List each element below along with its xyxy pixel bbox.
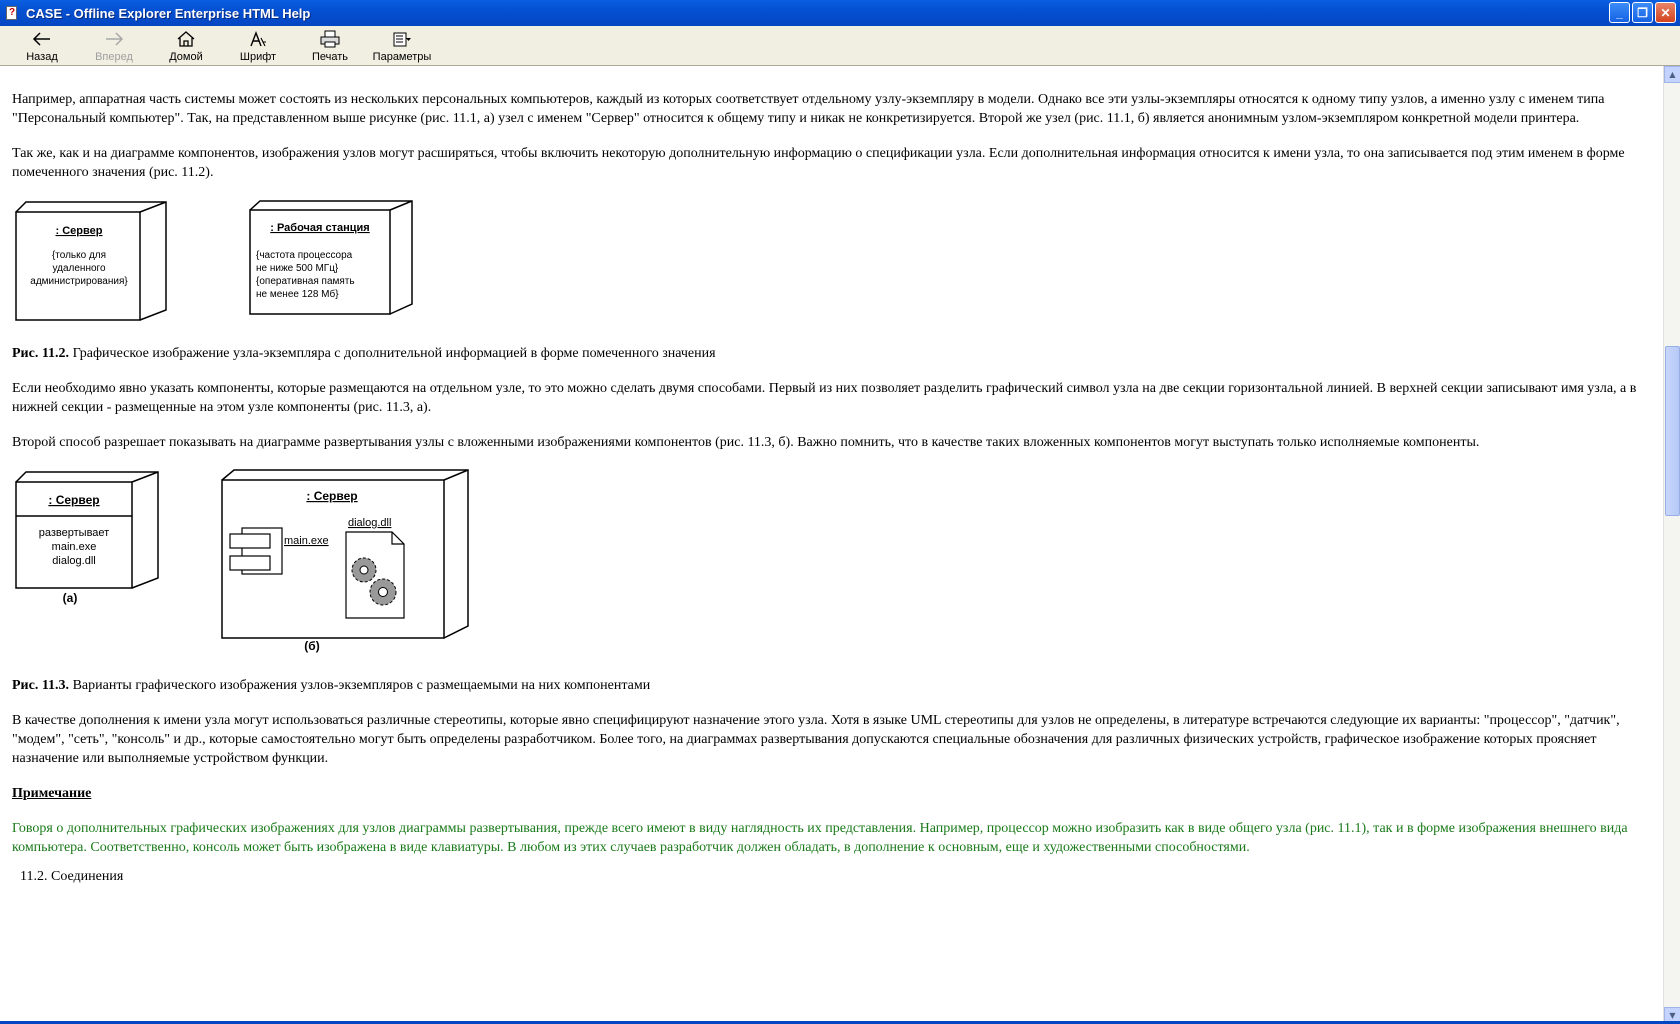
note-text: Говоря о дополнительных графических изображениях для узлов диаграммы развертывания, прежде всего имеют в виду наглядность их представления. Например, процессор можно изобразить как в виде общего узла (рис. 11.1), так и в форме изображения внешнего вида компьютера. Соответственно, консоль может быть изображена в виде клавиатуры. В любом из этих случаев разработчик должен обладать, в дополнение к основным, еще и художественными способностями. [12,821,1628,855]
options-icon [391,29,413,49]
caption-3-label: Рис. 11.3. [12,678,70,693]
maximize-button[interactable] [1632,2,1653,23]
paragraph-1: Например, аппаратная часть системы может состоять из нескольких персональных компьютеров, каждый из которых соответствует отдельному узлу-экземпляру в модели. Однако все эти узлы-экземпляры относятся к одному типу узлов, а именно узлу с именем типа "Персональный компьютер". Так, на представленном выше рисунке (рис. 11.1, а) узел с именем "Сервер" относится к общему типу и никак не конкретизируется. Второй же узел (рис. 11.1, б) является анонимным узлом-экземпляром конкретной модели принтера. [12,92,1605,126]
fig2-node2-title: : Рабочая станция [270,222,370,234]
fig2-node2-line4: не менее 128 Мб} [256,289,339,300]
back-label: Назад [26,51,58,63]
fig2-node1-line2: удаленного [52,263,106,274]
fig3a-line2: main.exe [51,541,97,553]
forward-label: Вперед [95,51,133,63]
section-heading: 11.2. Соединения [20,869,124,884]
close-button[interactable] [1655,2,1676,23]
home-button[interactable] [150,26,222,66]
printer-icon [319,29,341,49]
figure-11-3 [12,468,1643,658]
scroll-up-button[interactable] [1664,66,1680,83]
restore-icon: ❐ [1637,5,1648,20]
chevron-up-icon: ▲ [1669,70,1676,79]
figure-11-2 [12,200,1643,324]
figure-11-2-image [12,200,432,324]
print-button[interactable] [294,26,366,66]
title-bar [0,0,1680,26]
fig3b-label: (б) [304,639,320,653]
fig3a-line3: dialog.dll [52,555,96,567]
fig2-node2-line2: не ниже 500 МГц} [256,263,339,274]
fig2-node1-title: : Сервер [55,225,103,237]
options-button[interactable] [366,26,438,66]
paragraph-2: Так же, как и на диаграмме компонентов, изображения узлов могут расширяться, чтобы включить некоторую дополнительную информацию о спецификации узла. Если дополнительная информация относится к имени узла, то она записывается под этим именем в форме помеченного значения (рис. 11.2). [12,146,1625,180]
fig3a-title: : Сервер [48,493,100,507]
font-button[interactable] [222,26,294,66]
fig3b-comp2: dialog.dll [348,517,392,529]
minimize-button[interactable] [1609,2,1630,23]
print-label: Печать [311,51,349,63]
fig3b-comp1: main.exe [284,535,329,547]
figure-11-3-caption [12,676,1643,695]
help-app-icon: ? [4,5,20,21]
options-label: Параметры [372,51,432,63]
paragraph-4: Второй способ разрешает показывать на диаграмме развертывания узлы с вложенными изображениями компонентов (рис. 11.3, б). Важно помнить, что в качестве таких вложенных компонентов могут выступать только исполняемые компоненты. [12,435,1480,450]
caption-2-text: Графическое изображение узла-экземпляра с дополнительной информацией в форме помеченного значения [69,346,716,361]
scroll-thumb[interactable] [1665,346,1680,516]
forward-arrow-icon [103,29,125,49]
fig2-node1-line1: {только для [51,250,107,261]
caption-2-label: Рис. 11.2. [12,346,70,361]
fig2-node2-line1: {частота процессора [256,250,353,261]
fig2-node1-line3: администрирования} [30,276,128,287]
fig2-node2-line3: {оперативная память [256,276,355,287]
note-heading: Примечание [12,786,92,801]
figure-11-2-caption [12,344,1643,363]
fig3a-line1: развертывает [38,527,110,539]
help-content [0,66,1663,1021]
home-label: Домой [169,51,203,63]
back-button[interactable] [6,26,78,66]
window-title: CASE - Offline Explorer Enterprise HTML Help [26,5,311,21]
minimize-icon: _ [1616,5,1623,20]
fig3b-title: : Сервер [306,489,358,503]
font-label: Шрифт [239,51,277,63]
paragraph-5: В качестве дополнения к имени узла могут использоваться различные стереотипы, которые явно специфицируют назначение этого узла. Хотя в языке UML стереотипы для узлов не определены, в литературе встречаются следующие их варианты: "процессор", "датчик", "модем", "сеть", "консоль" и др., которые самостоятельно могут быть определены разработчиком. Более того, на диаграммах развертывания допускаются специальные обозначения для различных физических устройств, графическое изображение которых проясняет назначение или выполняемые устройством функции. [12,713,1620,766]
caption-3-text: Варианты графического изображения узлов-экземпляров с размещаемыми на них компонентами [69,678,651,693]
figure-11-3-image [12,468,472,658]
vertical-scrollbar[interactable] [1663,66,1680,1024]
clipped-previous-line [12,66,1643,72]
toolbar [0,26,1680,66]
back-arrow-icon [31,29,53,49]
font-icon [247,29,269,49]
home-icon [175,29,197,49]
chevron-down-icon: ▼ [1669,1011,1676,1020]
forward-button[interactable] [78,26,150,66]
close-icon: ✕ [1660,5,1671,20]
fig3a-label: (а) [62,591,78,605]
paragraph-3: Если необходимо явно указать компоненты, которые размещаются на отдельном узле, то это можно сделать двумя способами. Первый из них позволяет разделить графический символ узла на две секции горизонтальной линией. В верхней секции записывают имя узла, а в нижней секции - размещенные на этом узле компоненты (рис. 11.3, а). [12,381,1637,415]
